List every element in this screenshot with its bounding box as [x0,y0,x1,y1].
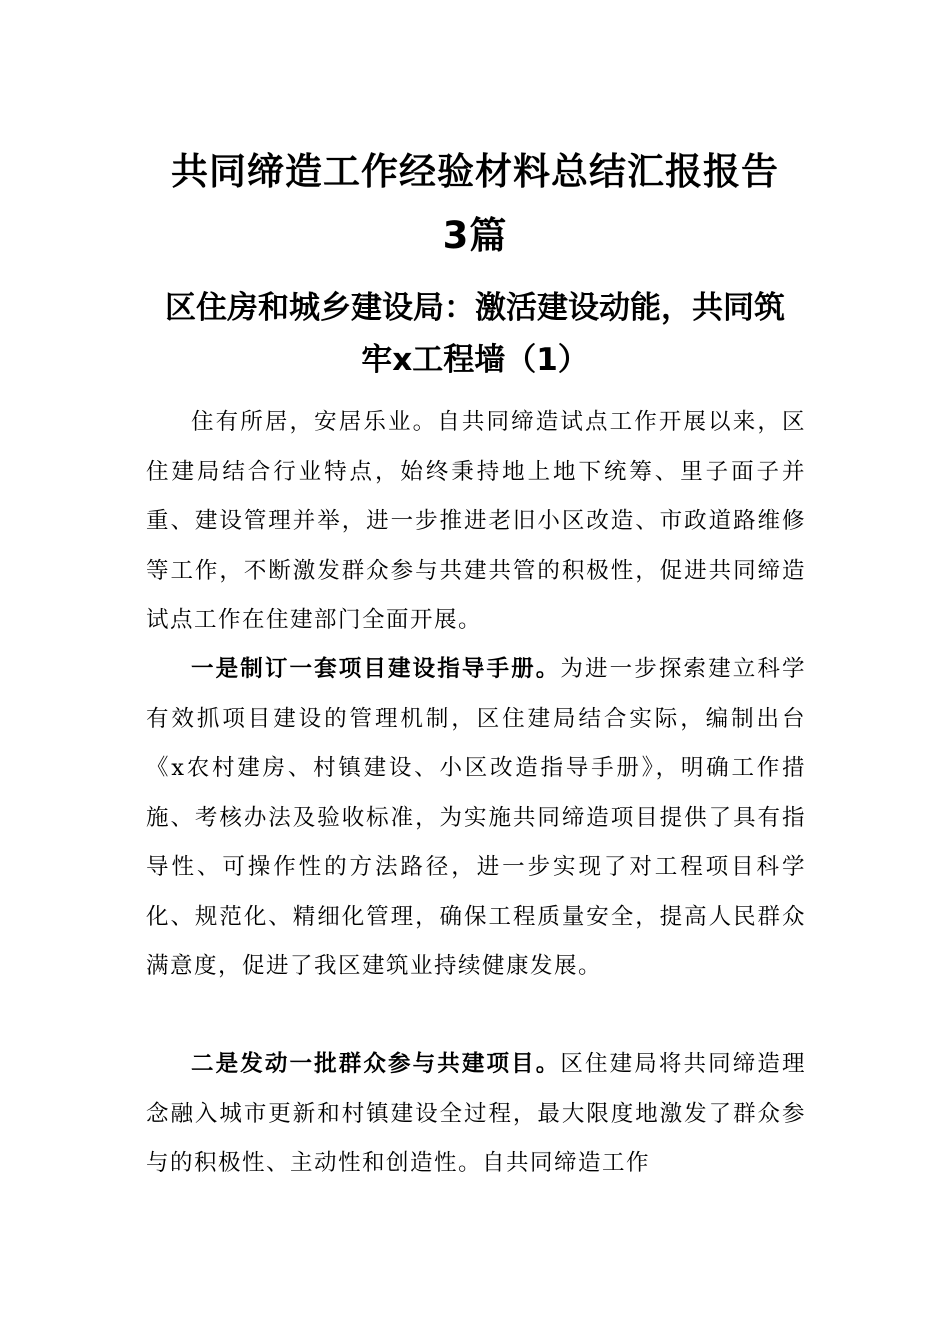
section-heading-continued: 牢x工程墙（1） [361,342,589,378]
paragraph-point-1 [146,645,806,992]
section-heading: 区住房和城乡建设局：激活建设动能，共同筑 [165,290,785,326]
paragraph-lead: 一是制订一套项目建设指导手册。 [191,656,561,682]
paragraph-text: 为进一步探索建立科学有效抓项目建设的管理机制，区住建局结合实际，编制出台《x农村建房、村镇建设、小区改造指导手册》，明确工作措施、考核办法及验收标准，为实施共同缔造项目提供了具有指导性、可操作性的方法路径，进一步实现了对工程项目科学化、规范化、精细化管理，确保工程质量安全，提高人民群众满意度，促进了我区建筑业持续健康发展。 [146,656,806,979]
paragraph-text: 住有所居，安居乐业。自共同缔造试点工作开展以来，区住建局结合行业特点，始终秉持地上地下统筹、里子面子并重、建设管理并举，进一步推进老旧小区改造、市政道路维修等工作，不断激发群众参与共建共管的积极性，促进共同缔造试点工作在住建部门全面开展。 [146,409,806,633]
paragraph-intro [146,398,806,646]
paragraph-lead: 二是发动一批群众参与共建项目。 [191,1051,561,1077]
document-title-count: 3篇 [442,214,508,257]
paragraph-text: 区住建局将共同缔造理念融入城市更新和村镇建设全过程，最大限度地激发了群众参与的积极性、主动性和创造性。自共同缔造工作 [146,1051,806,1176]
paragraph-point-2 [146,1040,806,1189]
document-title: 共同缔造工作经验材料总结汇报报告 [171,150,779,193]
